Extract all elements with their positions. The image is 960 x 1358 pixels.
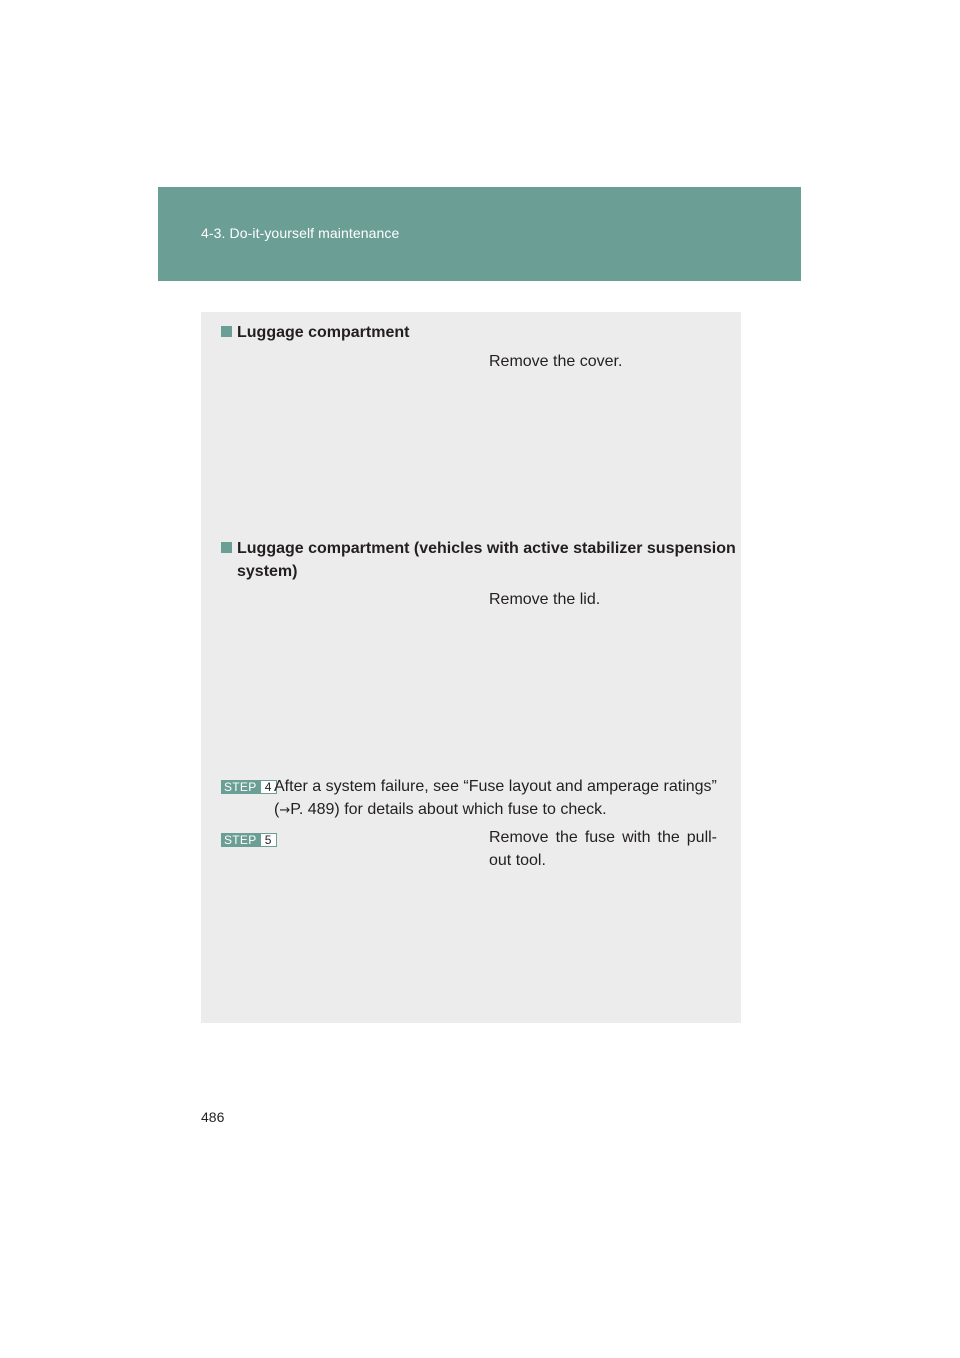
square-bullet-icon (221, 326, 232, 337)
content-panel (201, 312, 741, 1023)
step-label: STEP (221, 833, 260, 847)
step-label: STEP (221, 780, 260, 794)
step-number: 5 (260, 833, 277, 847)
step-badge-5 (221, 833, 277, 847)
step-badge-4 (221, 780, 277, 794)
page-number: 486 (201, 1109, 225, 1125)
step-number: 4 (260, 780, 277, 794)
arrow-right-icon: → (279, 803, 291, 818)
step-4-text-before: After a system failure, see “Fuse layout and amperage ratings” ( (274, 778, 717, 818)
instruction-remove-cover: Remove the cover. (489, 353, 623, 370)
instruction-remove-lid: Remove the lid. (489, 591, 601, 608)
page-reference-link[interactable]: P. 489) for details about which fuse to check. (290, 801, 607, 818)
section-title: 4-3. Do-it-yourself maintenance (201, 225, 400, 241)
square-bullet-icon (221, 542, 232, 553)
section-heading-luggage-compartment (221, 321, 409, 344)
step-5-text: Remove the fuse with the pull-out tool. (489, 829, 717, 869)
section-heading-text: Luggage compartment (vehicles with active stabilizer suspension system) (237, 540, 736, 580)
section-header-band (158, 187, 801, 281)
section-heading-luggage-compartment-stabilizer (221, 537, 737, 583)
section-heading-text: Luggage compartment (237, 324, 410, 341)
step-4-text (274, 775, 720, 822)
